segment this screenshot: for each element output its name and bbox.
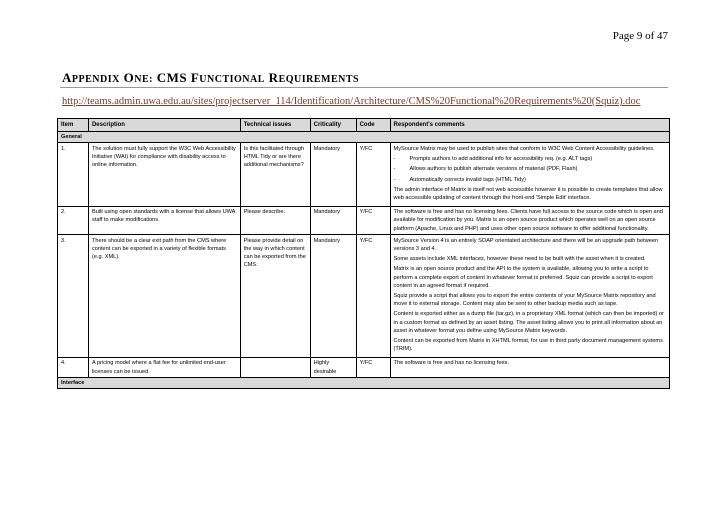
description-cell: The solution must fully support the W3C Web Accessibility Initiative (WAI) for compliance with disability access to online information. xyxy=(88,143,240,206)
header-item: Item xyxy=(58,119,89,132)
code-cell: Y/FC xyxy=(356,206,390,235)
comment-paragraph: Content is exported either as a dump file (tar.gz), in a proprietary XML format (which can then be imported) or in a custom format as defined by an asset listing. The asset listing allows you to print all information about an asset in whatever format you define using MySource Matrix keywords. xyxy=(393,311,664,334)
section-row-interface xyxy=(58,378,670,389)
criticality-cell: Highly desirable xyxy=(310,357,356,377)
comment-paragraph: MySource Version 4 is an entirely SOAP orientated architecture and there will be an upgrade path between versions 3 and 4. xyxy=(393,237,659,252)
comment-bullet-text: Allows authors to publish alternate versions of material (PDF, Flash) xyxy=(409,166,578,173)
page-number: Page 9 of 47 xyxy=(612,30,668,42)
comment-bullet: - Allows authors to publish alternate versions of material (PDF, Flash) xyxy=(393,166,578,173)
item-number: 2. xyxy=(58,206,89,235)
item-number: 1. xyxy=(58,143,89,206)
section-interface: Interface xyxy=(58,378,670,389)
header-code: Code xyxy=(356,119,390,132)
heading-letter-r: R xyxy=(268,70,279,85)
technical-cell xyxy=(240,357,310,377)
comment-bullet-text: Automatically corrects invalid tags (HTML Tidy) xyxy=(409,176,526,183)
comment-paragraph: The admin interface of Matrix is itself not web accessible however it is possible to create templates that allow web accessible updating of content through the front-end 'Simple Edit' interface. xyxy=(393,186,663,201)
comment-bullet: - Automatically corrects invalid tags (HTML Tidy) xyxy=(393,176,526,183)
header-respondents-comments: Respondent's comments xyxy=(390,119,669,132)
technical-cell: Please describe. xyxy=(240,206,310,235)
code-cell: Y/FC xyxy=(356,357,390,377)
item-number: 3. xyxy=(58,235,89,358)
document-link[interactable]: http://teams.admin.uwa.edu.au/sites/projectserver_114/Identification/Architecture/CMS%20Functional%20Requirements%20(Squiz).doc xyxy=(62,96,641,107)
comment-paragraph: MySource Matrix may be used to publish sites that conform to W3C Web Content Accessibility guidelines. xyxy=(393,145,655,152)
technical-cell: Is this facilitated through HTML Tidy or are there additional mechanisms? xyxy=(240,143,310,206)
code-cell: Y/FC xyxy=(356,235,390,358)
heading-word-requirements: EQUIREMENTS xyxy=(278,74,360,85)
heading-letter-o: O xyxy=(123,70,135,85)
comments-cell: The software is free and has no licensing fees. Clients have full access to the source code which is open and available for modification by you. Matrix is an open source product which operates well on an open source platform (Apache, Linux and PHP) and uses other open source software to offer additional functionality. xyxy=(390,206,669,235)
header-technical-issues: Technical issues xyxy=(240,119,310,132)
requirements-table xyxy=(57,118,670,389)
heading-word-cms: CMS xyxy=(156,70,188,85)
criticality-cell: Mandatory xyxy=(310,143,356,206)
heading-word-functional: UNCTIONAL xyxy=(199,74,265,85)
item-number: 4. xyxy=(58,357,89,377)
table-header-row xyxy=(58,119,670,132)
description-cell: A pricing model where a flat fee for unlimited end-user licenses can be issued. xyxy=(88,357,240,377)
comments-cell xyxy=(390,143,669,206)
table-row xyxy=(58,206,670,235)
appendix-heading xyxy=(62,70,359,86)
header-criticality: Criticality xyxy=(310,119,356,132)
comment-paragraph: Matrix is an open source product and the API to the system is available, allowing you to write a script to perform a complete export of content in whatever format is preferred. Squiz can provide a script to export content in an agreed format if required. xyxy=(393,266,653,289)
comments-cell xyxy=(390,235,669,358)
comment-paragraph: Some assets include XML interfaces, however these need to be built with the asset when it is created. xyxy=(393,256,646,263)
table-row xyxy=(58,357,670,377)
section-general: General xyxy=(58,132,670,143)
comment-bullet: - Prompts authors to add additional info for accessibility req. (e.g. ALT tags) xyxy=(393,156,593,163)
criticality-cell: Mandatory xyxy=(310,235,356,358)
description-cell: There should be a clear exit path from the CMS where content can be exported in a variety of flexible formats (e.g. XML). xyxy=(88,235,240,358)
technical-cell: Please provide detail on the way in which content can be exported from the CMS. xyxy=(240,235,310,358)
comment-paragraph: Content can be exported from Matrix in XHTML format, for use in third party document management systems (TRIM). xyxy=(393,337,663,353)
comments-cell: The software is free and has no licensing fees. xyxy=(390,357,669,377)
header-description: Description xyxy=(88,119,240,132)
description-cell: Built using open standards with a license that allows UWA staff to make modifications. xyxy=(88,206,240,235)
section-row-general xyxy=(58,132,670,143)
comment-bullet-text: Prompts authors to add additional info for accessibility req. (e.g. ALT tags) xyxy=(409,156,593,163)
criticality-cell: Mandatory xyxy=(310,206,356,235)
comment-paragraph: Squiz provide a script that allows you to export the entire contents of your MySource Matrix repository and move it to external storage. Content may also be sent to other backup media such as tape. xyxy=(393,292,656,308)
heading-word-appendix: PPENDIX xyxy=(71,74,120,85)
table-row xyxy=(58,143,670,206)
heading-word-one: NE: xyxy=(134,74,153,85)
heading-letter-f: F xyxy=(190,70,200,85)
heading-rule xyxy=(60,87,668,88)
code-cell: Y/FC xyxy=(356,143,390,206)
table-row xyxy=(58,235,670,358)
heading-letter-a: A xyxy=(62,70,72,85)
